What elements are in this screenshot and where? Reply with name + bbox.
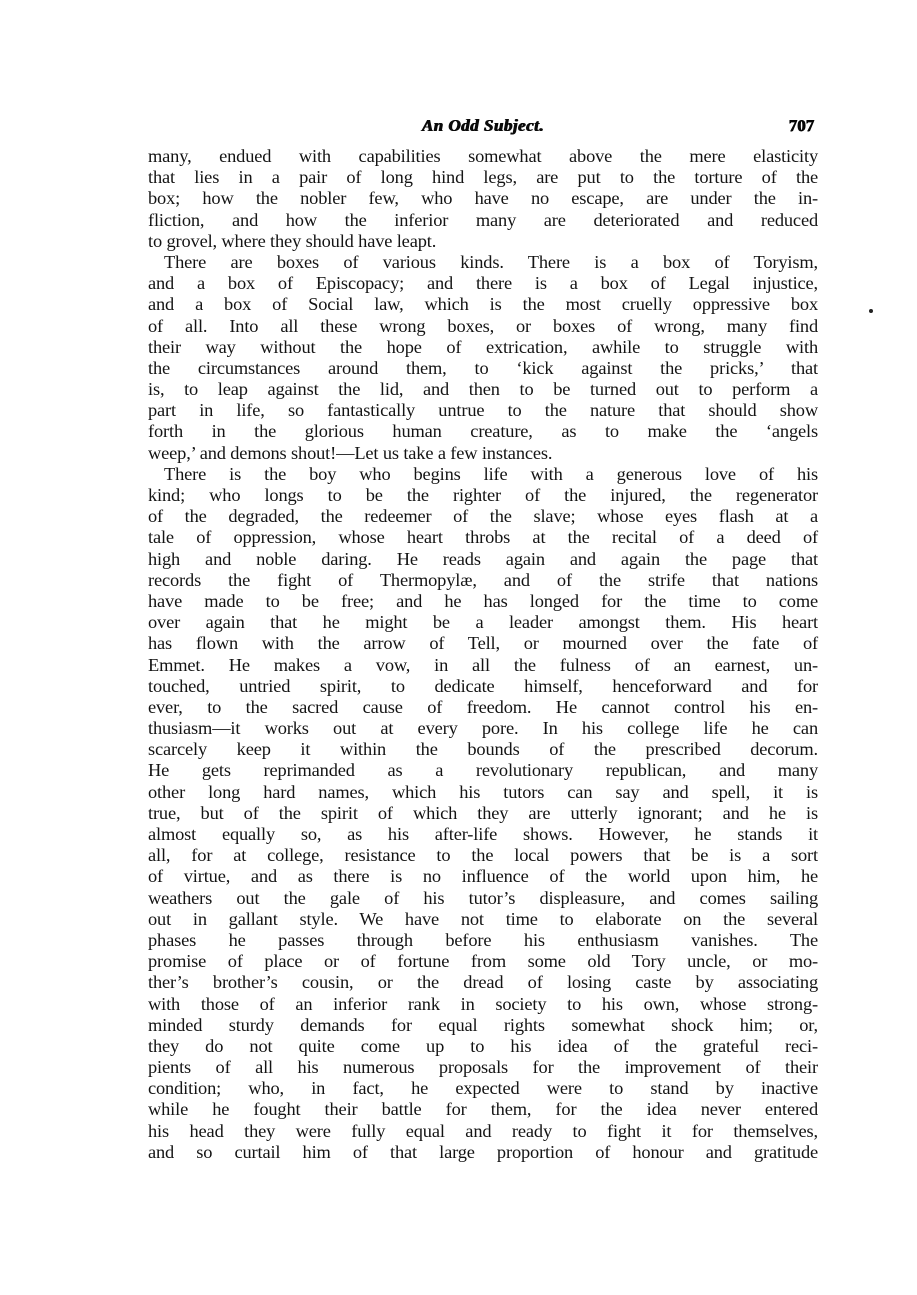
text-line: records the fight of Thermopylæ, and of the strife that nations xyxy=(148,569,818,590)
text-line: thusiasm—it works out at every pore. In his college life he can xyxy=(148,718,818,739)
text-line: tale of oppression, whose heart throbs at the recital of a deed of xyxy=(148,527,818,548)
text-line: and a box of Episcopacy; and there is a box of Legal injustice, xyxy=(148,273,818,294)
text-line: other long hard names, which his tutors can say and spell, it is xyxy=(148,781,818,802)
text-line: their way without the hope of extrication, awhile to struggle with xyxy=(148,336,818,357)
text-line: and a box of Social law, which is the most cruelly oppressive box xyxy=(148,294,818,315)
text-line: the circumstances around them, to ‘kick against the pricks,’ that xyxy=(148,357,818,378)
text-line: that lies in a pair of long hind legs, are put to the torture of the xyxy=(148,167,818,188)
paragraph-continuation xyxy=(148,146,818,252)
text-line: weep,’ and demons shout!—Let us take a few instances. xyxy=(148,442,553,463)
text-line: of all. Into all these wrong boxes, or boxes of wrong, many find xyxy=(148,315,818,336)
page-number: 707 xyxy=(788,116,814,135)
text-line: his head they were fully equal and ready to fight it for themselves, xyxy=(148,1120,818,1141)
paragraph-boxes xyxy=(148,252,818,464)
text-line: has flown with the arrow of Tell, or mourned over the fate of xyxy=(148,633,818,654)
text-line: all, for at college, resistance to the local powers that be is a sort xyxy=(148,845,818,866)
text-line: they do not quite come up to his idea of the grateful reci- xyxy=(148,1035,818,1056)
text-line: is, to leap against the lid, and then to be turned out to perform a xyxy=(148,379,818,400)
text-line: almost equally so, as his after-life shows. However, he stands it xyxy=(148,824,818,844)
text-line: high and noble daring. He reads again and again the page that xyxy=(148,548,818,569)
text-line: scarcely keep it within the bounds of the prescribed decorum. xyxy=(148,739,818,760)
text-line: There is the boy who begins life with a generous love of his xyxy=(164,463,818,484)
text-line: true, but of the spirit of which they are utterly ignorant; and he is xyxy=(148,802,818,823)
text-line: forth in the glorious human creature, as to make the ‘angels xyxy=(148,421,818,442)
running-head xyxy=(148,116,818,140)
text-line: minded sturdy demands for equal rights somewhat shock him; or, xyxy=(148,1014,818,1035)
text-line: box; how the nobler few, who have no escape, are under the in- xyxy=(148,188,818,209)
text-line: kind; who longs to be the righter of the injured, the regenerator xyxy=(148,485,818,505)
text-line: He gets reprimanded as a revolutionary republican, and many xyxy=(148,760,818,781)
text-line: many, endued with capabilities somewhat above the mere elasticity xyxy=(148,146,818,166)
text-line: ther’s brother’s cousin, or the dread of losing caste by associating xyxy=(148,972,818,993)
text-line: promise of place or of fortune from some old Tory uncle, or mo- xyxy=(148,951,818,972)
text-line: over again that he might be a leader amongst them. His heart xyxy=(148,612,818,633)
text-line: touched, untried spirit, to dedicate himself, henceforward and for xyxy=(148,675,818,696)
text-line: phases he passes through before his enthusiasm vanishes. The xyxy=(148,929,818,950)
margin-ink-dot xyxy=(869,309,873,313)
text-line: There are boxes of various kinds. There is a box of Toryism, xyxy=(164,251,818,272)
text-line: weathers out the gale of his tutor’s displeasure, and comes sailing xyxy=(148,887,818,908)
text-line: Emmet. He makes a vow, in all the fulness of an earnest, un- xyxy=(148,654,818,675)
text-line: out in gallant style. We have not time to elaborate on the several xyxy=(148,908,818,929)
text-line: ever, to the sacred cause of freedom. He cannot control his en- xyxy=(148,696,818,717)
running-title: An Odd Subject. xyxy=(421,116,545,135)
body-text xyxy=(148,146,818,1163)
text-line: have made to be free; and he has longed for the time to come xyxy=(148,590,818,611)
text-line: of virtue, and as there is no influence of the world upon him, he xyxy=(148,866,818,887)
text-line: part in life, so fantastically untrue to the nature that should show xyxy=(148,400,818,421)
text-line: of the degraded, the redeemer of the slave; whose eyes flash at a xyxy=(148,506,818,527)
text-line: to grovel, where they should have leapt. xyxy=(148,230,437,251)
text-line: pients of all his numerous proposals for the improvement of their xyxy=(148,1057,818,1078)
text-line: and so curtail him of that large proportion of honour and gratitude xyxy=(148,1141,818,1162)
text-line: fliction, and how the inferior many are deteriorated and reduced xyxy=(148,209,818,230)
text-line: condition; who, in fact, he expected were to stand by inactive xyxy=(148,1078,818,1099)
text-line: with those of an inferior rank in society to his own, whose strong- xyxy=(148,993,818,1014)
paragraph-the-boy xyxy=(148,464,818,1163)
text-line: while he fought their battle for them, for the idea never entered xyxy=(148,1099,818,1120)
